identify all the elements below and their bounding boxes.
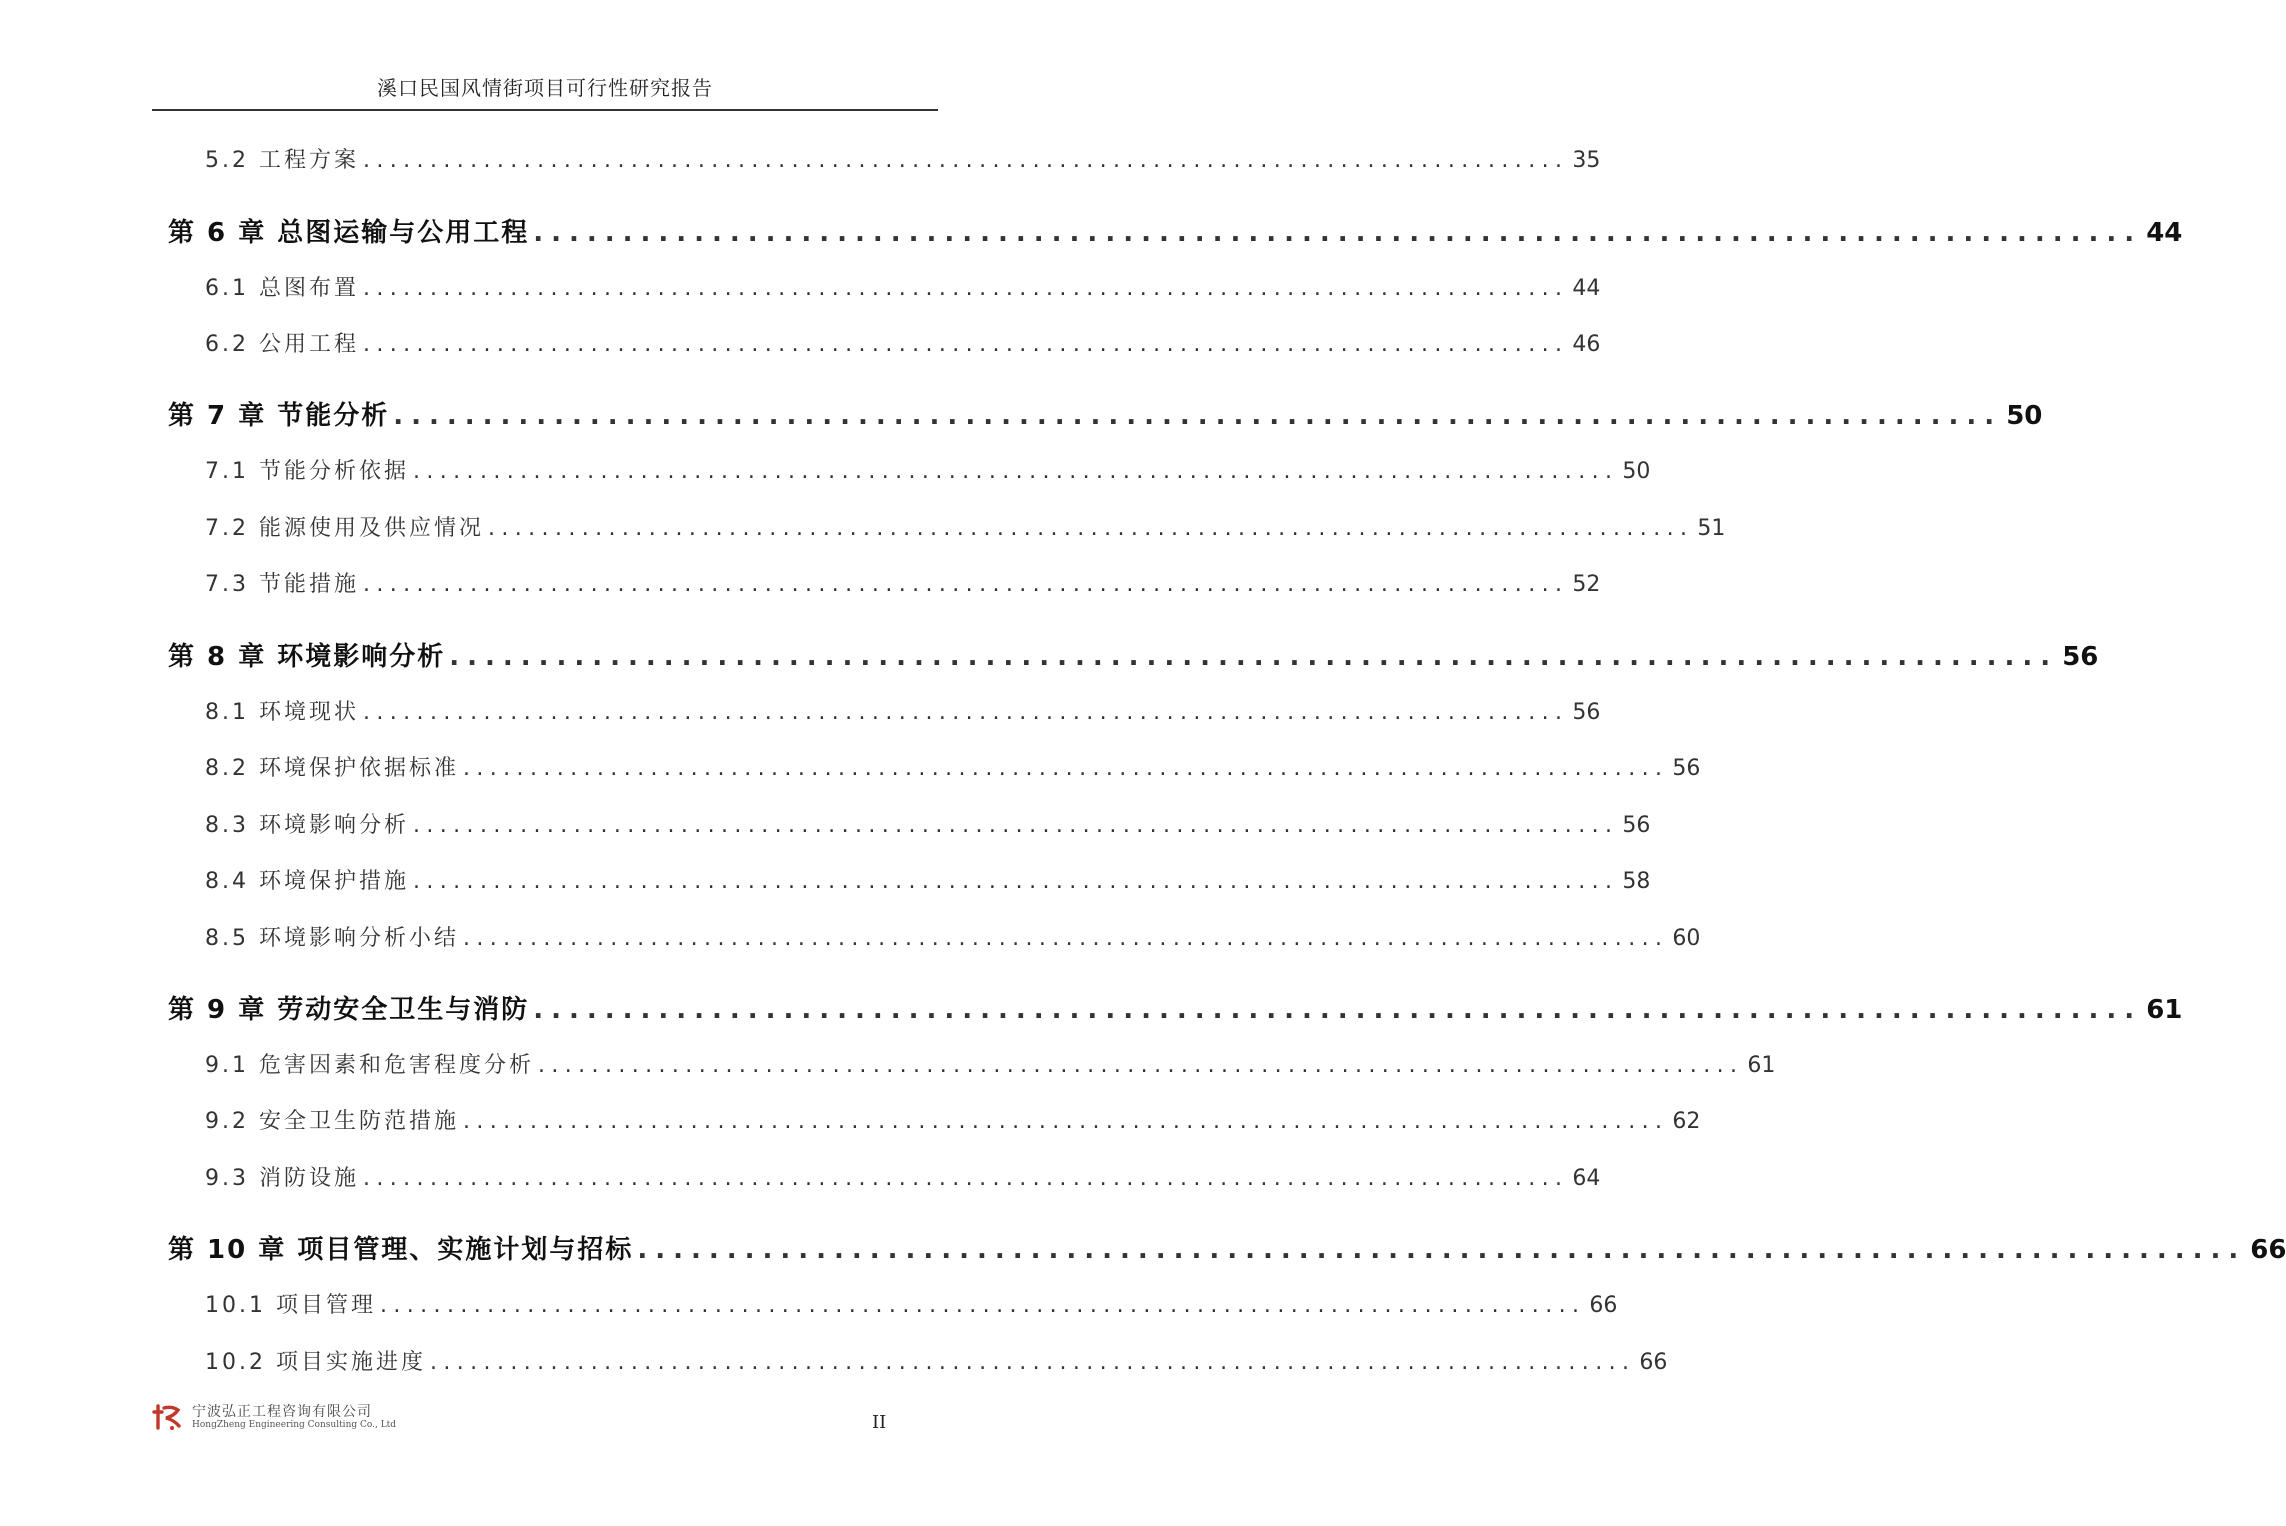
toc-entry-label: 6.1 总图布置 [205, 276, 359, 301]
running-header: 溪口民国风情街项目可行性研究报告 [152, 72, 938, 111]
toc-leader: .......................................................................................... [533, 995, 2143, 1025]
toc-leader: .......................................................................................... [393, 401, 2003, 431]
toc-entry-page: 46 [1572, 332, 1601, 357]
toc-entry[interactable] [205, 921, 1701, 952]
toc-leader: .......................................................................................... [462, 756, 1669, 781]
toc-chapter-page: 56 [2062, 642, 2099, 672]
toc-entry[interactable] [205, 143, 1601, 174]
toc-entry[interactable] [205, 808, 1651, 839]
toc-entry-page: 61 [1747, 1053, 1776, 1078]
toc-chapter-page: 61 [2146, 995, 2183, 1025]
toc-entry-label: 10.1 项目管理 [205, 1293, 376, 1318]
page-number: II [872, 1412, 887, 1433]
toc-entry[interactable] [205, 454, 1651, 485]
toc-entry-page: 50 [1622, 459, 1651, 484]
toc-leader: .......................................................................................... [379, 1293, 1586, 1318]
toc-leader: .......................................................................................... [637, 1235, 2247, 1265]
toc-entry[interactable] [205, 1345, 1668, 1376]
toc-entry-label: 9.1 危害因素和危害程度分析 [205, 1053, 534, 1078]
toc-chapter-label: 第 6 章 总图运输与公用工程 [168, 218, 530, 248]
toc-chapter-page: 50 [2006, 401, 2043, 431]
toc-entry[interactable] [205, 864, 1651, 895]
toc-entry[interactable] [205, 271, 1601, 302]
toc-entry[interactable] [205, 695, 1601, 726]
toc-entry-page: 66 [1589, 1293, 1618, 1318]
toc-entry-page: 56 [1622, 813, 1651, 838]
toc-leader: .......................................................................................... [412, 459, 1619, 484]
toc-leader: .......................................................................................... [462, 1109, 1669, 1134]
toc-entry-label: 8.5 环境影响分析小结 [205, 926, 459, 951]
toc-entry-label: 7.1 节能分析依据 [205, 459, 409, 484]
toc-chapter[interactable] [168, 212, 2183, 249]
company-name-en: HongZheng Engineering Consulting Co., Ltd [192, 1420, 397, 1430]
toc-entry[interactable] [205, 751, 1701, 782]
toc-leader: .......................................................................................... [362, 1166, 1569, 1191]
toc-entry-page: 58 [1622, 869, 1651, 894]
toc-leader: .......................................................................................... [449, 642, 2059, 672]
toc-entry-label: 10.2 项目实施进度 [205, 1350, 426, 1375]
toc-entry-page: 44 [1572, 276, 1601, 301]
toc-chapter-page: 44 [2146, 218, 2183, 248]
toc-chapter[interactable] [168, 1229, 2286, 1266]
toc-entry-page: 62 [1672, 1109, 1701, 1134]
toc-leader: .......................................................................................... [533, 218, 2143, 248]
toc-entry-page: 66 [1639, 1350, 1668, 1375]
toc-leader: .......................................................................................... [462, 926, 1669, 951]
toc-entry-label: 6.2 公用工程 [205, 332, 359, 357]
toc-entry[interactable] [205, 1288, 1618, 1319]
toc-entry[interactable] [205, 1104, 1701, 1135]
toc-leader: .......................................................................................... [412, 869, 1619, 894]
toc-entry-label: 8.4 环境保护措施 [205, 869, 409, 894]
toc-chapter-label: 第 10 章 项目管理、实施计划与招标 [168, 1235, 634, 1265]
toc-entry[interactable] [205, 1048, 1776, 1079]
toc-chapter-page: 66 [2250, 1235, 2286, 1265]
toc-leader: .......................................................................................... [487, 516, 1694, 541]
toc-entry-label: 7.3 节能措施 [205, 572, 359, 597]
toc-entry-label: 8.3 环境影响分析 [205, 813, 409, 838]
toc-chapter-label: 第 7 章 节能分析 [168, 401, 390, 431]
toc-leader: .......................................................................................... [362, 332, 1569, 357]
toc-entry-label: 8.2 环境保护依据标准 [205, 756, 459, 781]
toc-leader: .......................................................................................... [362, 148, 1569, 173]
toc-leader: .......................................................................................... [537, 1053, 1744, 1078]
toc-entry-label: 8.1 环境现状 [205, 700, 359, 725]
toc-chapter-label: 第 9 章 劳动安全卫生与消防 [168, 995, 530, 1025]
toc-entry-label: 9.2 安全卫生防范措施 [205, 1109, 459, 1134]
toc-leader: .......................................................................................... [362, 276, 1569, 301]
toc-entry-label: 9.3 消防设施 [205, 1166, 359, 1191]
toc-entry-page: 64 [1572, 1166, 1601, 1191]
toc-chapter[interactable] [168, 989, 2183, 1026]
toc-entry[interactable] [205, 327, 1601, 358]
toc-leader: .......................................................................................... [362, 572, 1569, 597]
toc-entry-label: 5.2 工程方案 [205, 148, 359, 173]
toc-entry[interactable] [205, 567, 1601, 598]
toc-chapter-label: 第 8 章 环境影响分析 [168, 642, 446, 672]
company-name-cn: 宁波弘正工程咨询有限公司 [192, 1404, 372, 1420]
toc-leader: .......................................................................................... [362, 700, 1569, 725]
toc-entry-page: 60 [1672, 926, 1701, 951]
toc-entry[interactable] [205, 511, 1726, 542]
toc-chapter[interactable] [168, 395, 2043, 432]
toc-entry-page: 35 [1572, 148, 1601, 173]
toc-entry[interactable] [205, 1161, 1601, 1192]
hongzheng-logo-icon [152, 1402, 182, 1432]
toc-leader: .......................................................................................... [412, 813, 1619, 838]
toc-entry-label: 7.2 能源使用及供应情况 [205, 516, 484, 541]
toc-chapter[interactable] [168, 636, 2099, 673]
toc-entry-page: 52 [1572, 572, 1601, 597]
toc-entry-page: 56 [1572, 700, 1601, 725]
toc-entry-page: 51 [1697, 516, 1726, 541]
toc-leader: .......................................................................................... [429, 1350, 1636, 1375]
toc-entry-page: 56 [1672, 756, 1701, 781]
